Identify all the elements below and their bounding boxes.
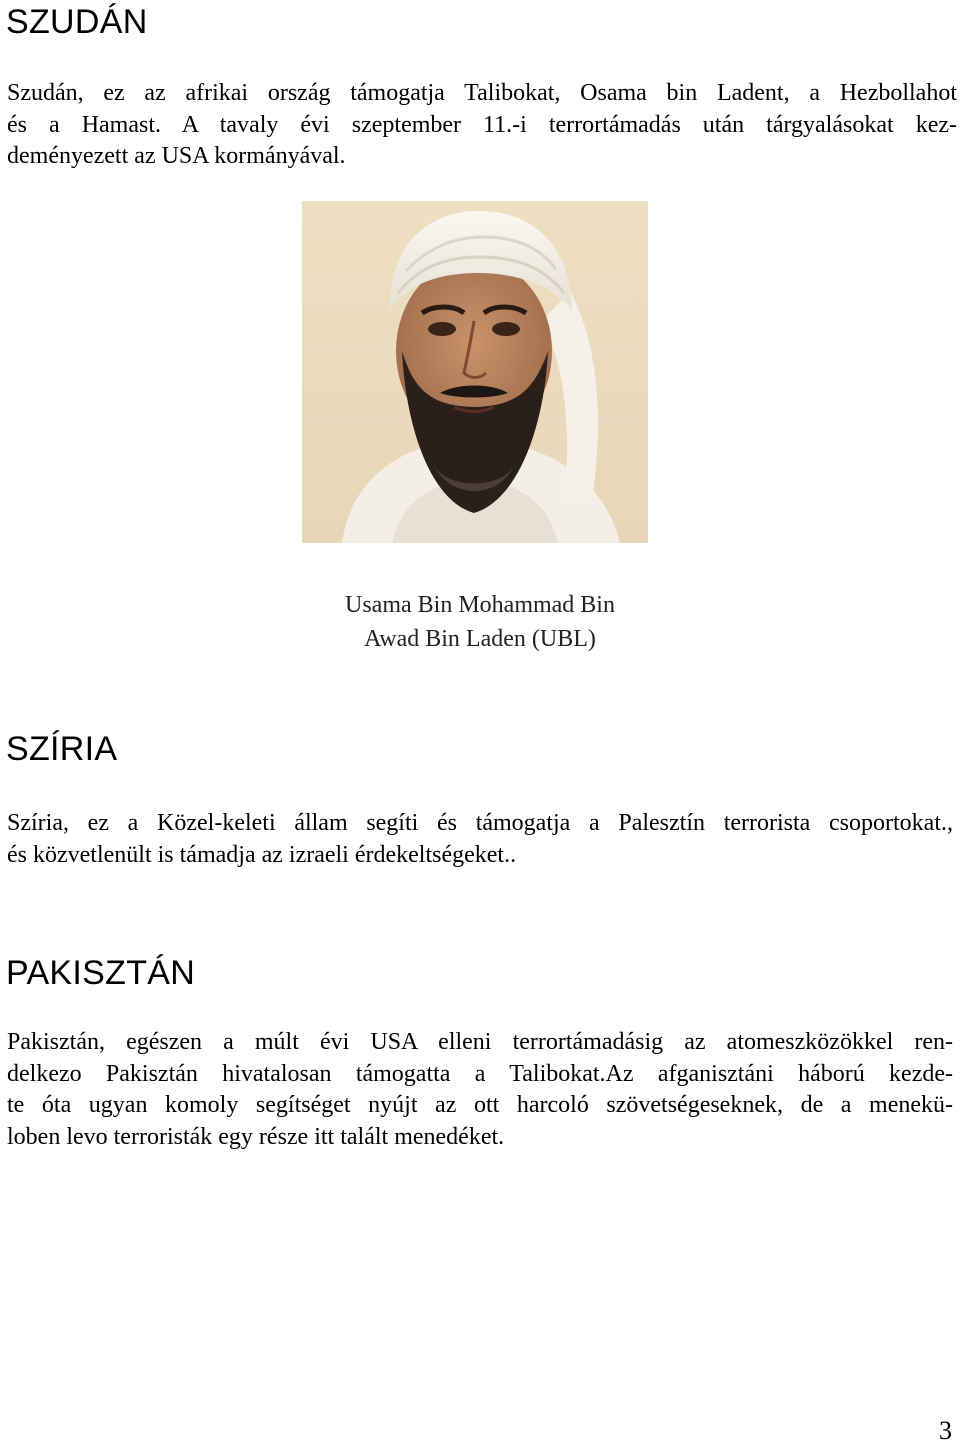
body-line: Szíria, ez a Közel-keleti állam segíti és támogatja a Palesztín terrorista csoportokat.,: [7, 810, 953, 836]
section-body-sziria: [7, 808, 953, 871]
body-line: deményezett az USA kormányával.: [7, 143, 346, 169]
body-line: Pakisztán, egészen a múlt évi USA elleni terrortámadásig az atomeszközökkel ren-: [7, 1029, 953, 1055]
section-heading-pakisztan: PAKISZTÁN: [6, 954, 196, 992]
section-body-szudan: [7, 78, 957, 173]
caption-line: Usama Bin Mohammad Bin: [345, 592, 615, 618]
caption-line: Awad Bin Laden (UBL): [364, 626, 596, 652]
page-number: 3: [939, 1416, 952, 1445]
body-line: te óta ugyan komoly segítséget nyújt az ott harcoló szövetségeseknek, de a menekü-: [7, 1092, 953, 1118]
portrait-photo: [302, 201, 648, 543]
section-heading-sziria: SZÍRIA: [6, 730, 118, 768]
section-heading-szudan: SZUDÁN: [6, 3, 148, 41]
body-line: loben levo terroristák egy része itt talált menedéket.: [7, 1123, 505, 1150]
section-body-pakisztan: [7, 1027, 953, 1153]
body-line: és a Hamast. A tavaly évi szeptember 11.-i terrortámadás után tárgyalásokat kez-: [7, 111, 957, 138]
photo-caption: [240, 588, 720, 656]
body-line: és közvetlenült is támadja az izraeli érdekeltségeket..: [7, 841, 517, 868]
body-line: Szudán, ez az afrikai ország támogatja Talibokat, Osama bin Ladent, a Hezbollahot: [7, 80, 957, 106]
body-line: delkezo Pakisztán hivatalosan támogatta a Talibokat.Az afganisztáni háború kezde-: [7, 1060, 953, 1087]
